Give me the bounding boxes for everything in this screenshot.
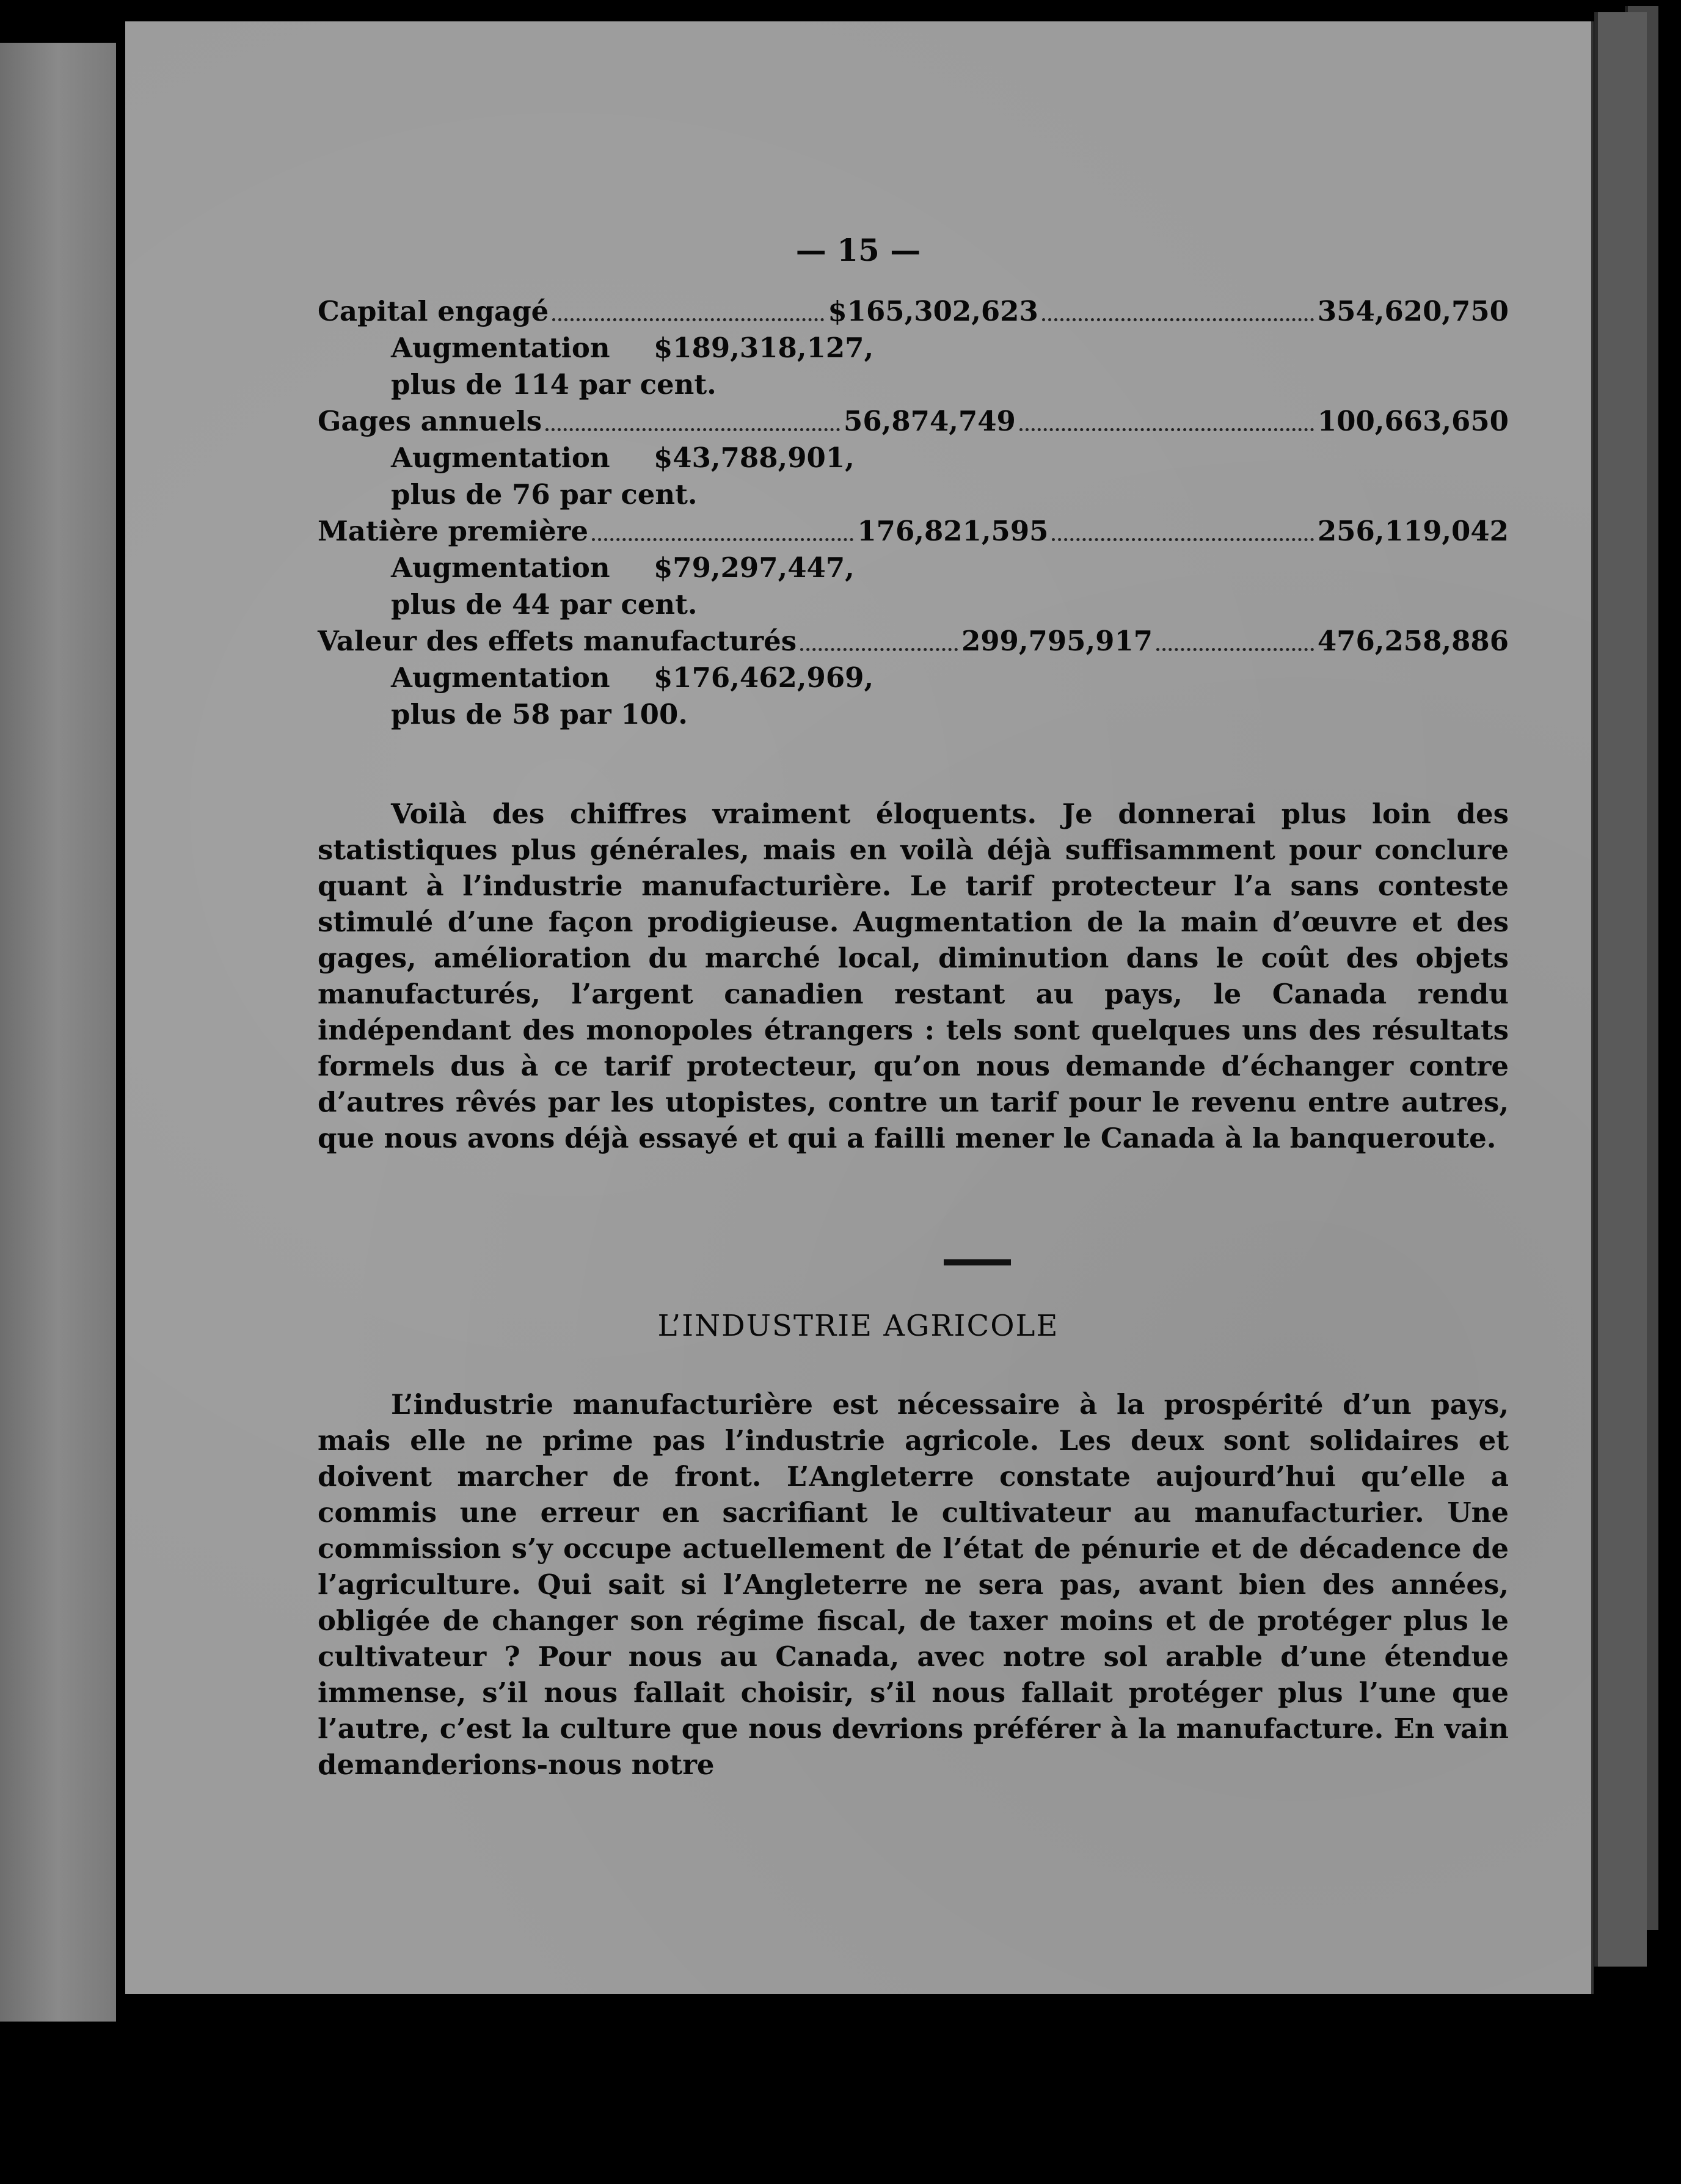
stat-row <box>318 513 1509 550</box>
leader-dots <box>800 623 958 651</box>
stat-entry-matiere <box>318 513 1509 623</box>
page-number: — 15 — <box>795 232 921 268</box>
stat-label: Matière première <box>318 515 588 547</box>
augmentation-amount: $189,318,127, <box>654 332 874 364</box>
augmentation-amount: $79,297,447, <box>654 551 855 584</box>
section-heading: L’INDUSTRIE AGRICOLE <box>657 1309 1059 1343</box>
body-paragraph: Voilà des chiffres vraiment éloquents. Je donnerai plus loin des statistiques plus générales, mais en voilà déjà suffisamment pour conclure quant à l’industrie manufacturière. Le tarif protecteur l’a sans conteste stimulé d’une façon prodigieuse. Augmentation de la main d’œuvre et des gages, amélioration du marché local, diminution dans le coût des objets manufacturés, l’argent canadien restant au pays, le Canada rendu indépendant des monopoles étrangers : tels sont quelques uns des résultats formels dus à ce tarif protecteur, qu’on nous demande d’échanger contre d’autres rêvés par les utopistes, contre un tarif pour le revenu entre autres, que nous avons déjà essayé et qui a failli mener le Canada à la banqueroute. <box>318 798 1509 1154</box>
augmentation-amount: $43,788,901, <box>654 442 855 474</box>
stacked-page-edge <box>1594 12 1647 1967</box>
stat-row <box>318 293 1509 330</box>
stat-value-after: 354,620,750 <box>1317 295 1509 327</box>
augmentation-line <box>318 440 1509 476</box>
augmentation-amount: $176,462,969, <box>654 661 874 694</box>
book-page <box>125 21 1594 1994</box>
statistics-table <box>318 293 1509 733</box>
stat-label: Valeur des effets manufacturés <box>318 625 797 657</box>
stat-entry-gages <box>318 403 1509 513</box>
leader-dots <box>552 293 824 321</box>
percent-line: plus de 76 par cent. <box>391 478 698 511</box>
stat-value-after: 100,663,650 <box>1317 405 1509 437</box>
augmentation-label: Augmentation <box>391 661 610 694</box>
stat-row <box>318 403 1509 440</box>
stat-label: Gages annuels <box>318 405 542 437</box>
percent-line: plus de 58 par 100. <box>391 698 688 730</box>
stat-value-before: 299,795,917 <box>961 625 1153 657</box>
percent-line: plus de 44 par cent. <box>391 588 698 621</box>
leader-dots <box>1156 623 1314 651</box>
stat-row <box>318 623 1509 660</box>
augmentation-label: Augmentation <box>391 332 610 364</box>
leader-dots <box>1019 403 1314 431</box>
stat-value-after: 476,258,886 <box>1317 625 1509 657</box>
stat-value-before: 176,821,595 <box>857 515 1049 547</box>
leader-dots <box>1052 513 1313 541</box>
augmentation-line <box>318 330 1509 366</box>
augmentation-label: Augmentation <box>391 442 610 474</box>
percent-line: plus de 114 par cent. <box>391 368 717 401</box>
augmentation-label: Augmentation <box>391 551 610 584</box>
stat-value-before: 56,874,749 <box>844 405 1016 437</box>
section-divider <box>944 1259 1011 1265</box>
body-paragraph: L’industrie manufacturière est nécessaire à la prospérité d’un pays, mais elle ne prime pas l’industrie agricole. Les deux sont solidaires et doivent marcher de front. L’Angleterre constate aujourd’hui qu’elle a commis une erreur en sacrifiant le cultivateur au manufacturier. Une commission s’y occupe actuellement de l’état de pénurie et de décadence de l’agriculture. Qui sait si l’Angleterre ne sera pas, avant bien des années, obligée de changer son régime fiscal, de taxer moins et de protéger plus le cultivateur ? Pour nous au Canada, avec notre sol arable d’une étendue immense, s’il nous fallait choisir, s’il nous fallait protéger plus l’une que l’autre, c’est la culture que nous devrions préférer à la manufacture. En vain demanderions-nous notre <box>318 1388 1509 1781</box>
stat-value-before: $165,302,623 <box>828 295 1038 327</box>
stat-label: Capital engagé <box>318 295 549 327</box>
augmentation-line <box>318 550 1509 586</box>
leader-dots <box>1042 293 1314 321</box>
leader-dots <box>545 403 840 431</box>
leader-dots <box>592 513 853 541</box>
stat-entry-valeur <box>318 623 1509 733</box>
augmentation-line <box>318 660 1509 696</box>
facing-page-edge <box>0 43 116 2022</box>
stat-entry-capital <box>318 293 1509 403</box>
stat-value-after: 256,119,042 <box>1317 515 1509 547</box>
